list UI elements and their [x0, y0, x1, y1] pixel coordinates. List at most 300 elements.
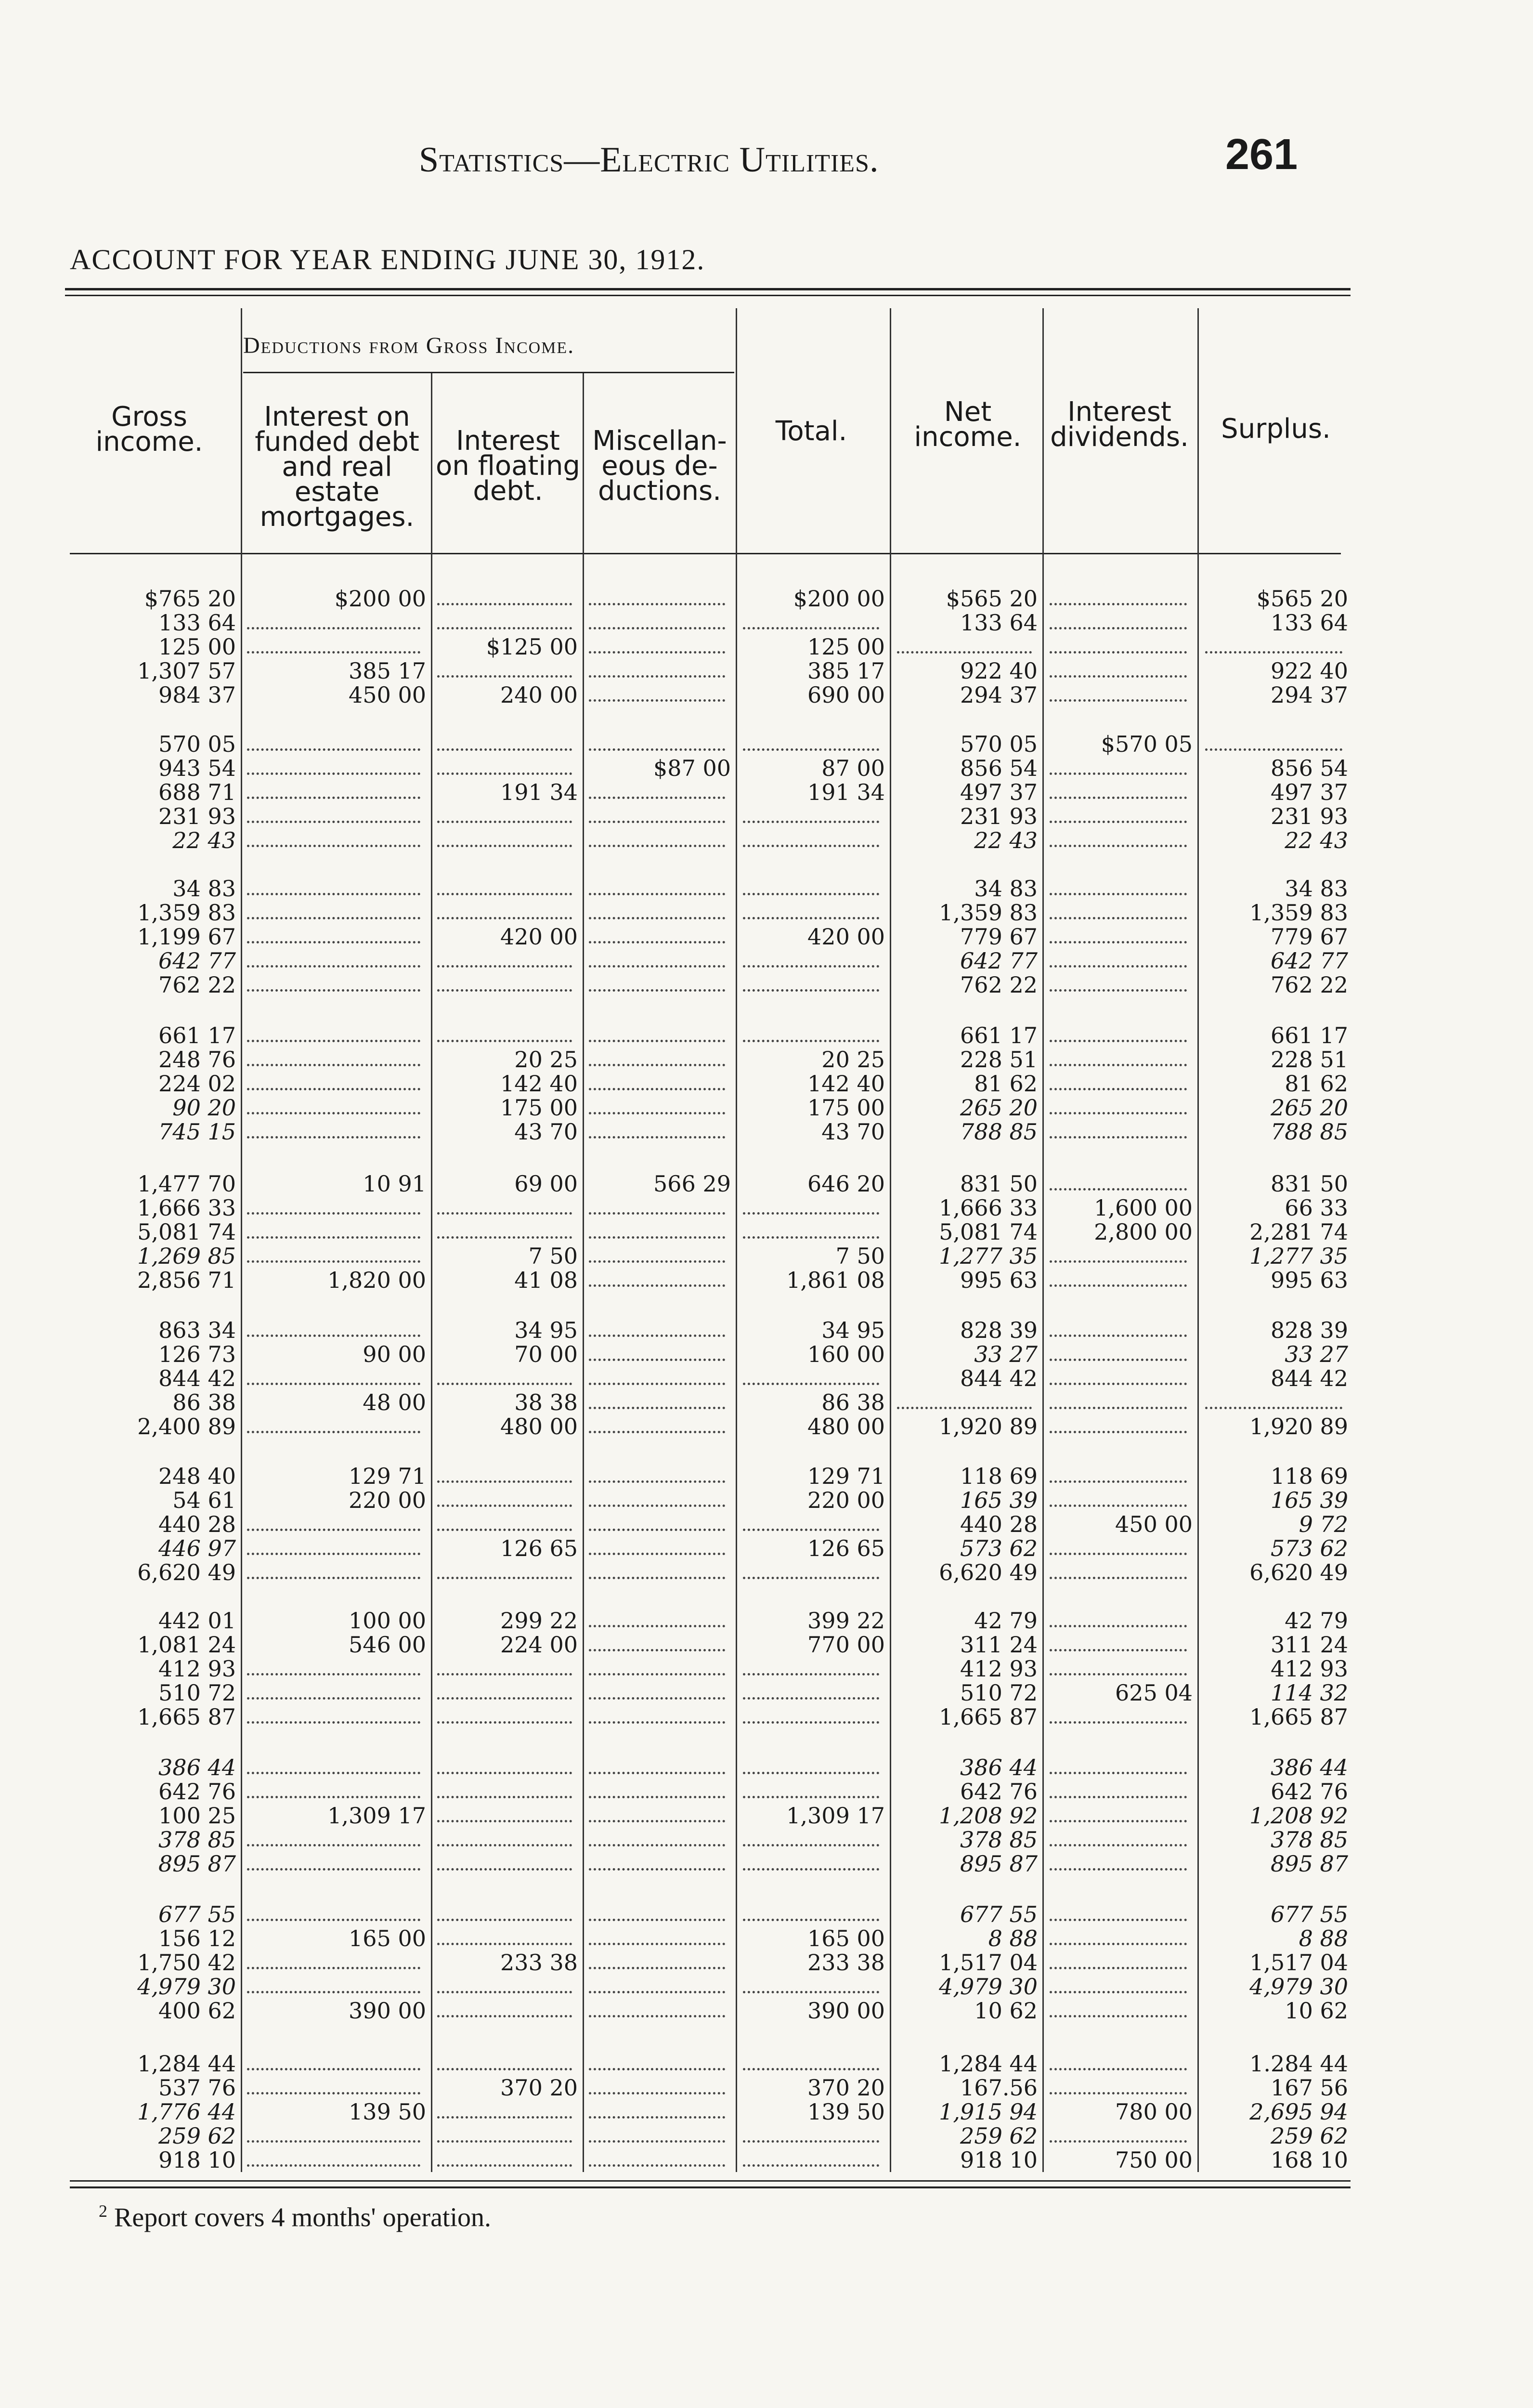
account-title: ACCOUNT FOR YEAR ENDING JUNE 30, 1912. [70, 244, 705, 275]
leader-dots [1050, 1919, 1187, 1921]
table-cell: 642 77 [158, 948, 236, 974]
leader-dots [247, 821, 420, 823]
header-interest-dividends: Interest dividends. [1050, 396, 1189, 453]
leader-dots [743, 989, 879, 992]
leader-dots [589, 1040, 725, 1042]
table-cell: 497 37 [960, 779, 1038, 805]
table-cell: 5,081 74 [137, 1219, 236, 1245]
table-cell: 133 64 [960, 610, 1038, 636]
table-cell: 7 50 [528, 1243, 578, 1269]
leader-dots [247, 989, 420, 992]
table-cell: 114 32 [1271, 1680, 1348, 1706]
table-cell: 918 10 [158, 2147, 236, 2173]
leader-dots [437, 2015, 572, 2017]
table-cell: 165 00 [807, 1925, 885, 1951]
table-cell: 22 43 [172, 827, 236, 853]
table-cell: 33 27 [974, 1341, 1038, 1367]
column-divider [1197, 308, 1199, 2172]
table-cell: 231 93 [158, 803, 236, 829]
leader-dots [589, 1088, 725, 1090]
table-cell: 90 00 [363, 1341, 426, 1367]
header-interest-funded-debt: Interest on funded debt and real estate mortgages. [255, 401, 419, 533]
table-cell: 385 17 [807, 658, 885, 684]
table-cell: 378 85 [960, 1827, 1038, 1853]
leader-dots [589, 1359, 725, 1361]
table-cell: 442 01 [158, 1608, 236, 1634]
table-cell: 7 50 [835, 1243, 885, 1269]
table-cell: 126 65 [807, 1535, 885, 1561]
table-cell: 34 83 [1285, 876, 1348, 902]
table-cell: 240 00 [500, 682, 578, 708]
table-cell: 779 67 [1271, 924, 1348, 950]
leader-dots [743, 748, 879, 751]
table-cell: 70 00 [514, 1341, 578, 1367]
leader-dots [1050, 1868, 1187, 1871]
leader-dots [1050, 1040, 1187, 1042]
table-cell: 220 00 [807, 1487, 885, 1513]
leader-dots [247, 1919, 420, 1921]
table-cell: 34 83 [172, 876, 236, 902]
table-cell: 497 37 [1271, 779, 1348, 805]
leader-dots [1050, 1967, 1187, 1969]
table-cell: 48 00 [363, 1389, 426, 1415]
table-cell: 995 63 [1271, 1267, 1348, 1293]
column-divider [736, 308, 737, 2172]
leader-dots [589, 893, 725, 895]
leader-dots [437, 1673, 572, 1675]
leader-dots [437, 2068, 572, 2070]
table-cell: 167.56 [960, 2075, 1038, 2101]
leader-dots [589, 1721, 725, 1724]
leader-dots [1050, 1991, 1187, 1993]
table-cell: 1,750 42 [137, 1950, 236, 1976]
leader-dots [743, 1697, 879, 1700]
page-number: 261 [1225, 131, 1298, 179]
leader-dots [1050, 651, 1187, 654]
leader-dots [743, 1772, 879, 1774]
leader-dots [589, 2140, 725, 2143]
table-cell: 831 50 [1271, 1171, 1348, 1197]
leader-dots [247, 1236, 420, 1239]
leader-dots [589, 1505, 725, 1507]
leader-dots [743, 1212, 879, 1215]
leader-dots [1050, 1260, 1187, 1263]
table-cell: 780 00 [1115, 2099, 1193, 2125]
table-cell: 510 72 [158, 1680, 236, 1706]
table-cell: 125 00 [158, 634, 236, 660]
table-cell: 228 51 [960, 1047, 1038, 1073]
table-cell: 895 87 [960, 1851, 1038, 1877]
leader-dots [743, 917, 879, 919]
table-cell: 1,208 92 [1249, 1803, 1348, 1829]
leader-dots [743, 1796, 879, 1798]
leader-dots [437, 1796, 572, 1798]
table-cell: 2,856 71 [137, 1267, 236, 1293]
table-cell: 1,284 44 [137, 2051, 236, 2077]
header-underlines [70, 553, 1341, 554]
table-cell: 100 00 [349, 1608, 426, 1634]
leader-dots [247, 2092, 420, 2094]
table-cell: 1,359 83 [1249, 900, 1348, 926]
leader-dots [589, 2092, 725, 2094]
leader-dots [1050, 917, 1187, 919]
leader-dots [437, 675, 572, 678]
table-cell: 299 22 [500, 1608, 578, 1634]
table-cell: 1,666 33 [137, 1195, 236, 1221]
table-cell: 2,400 89 [137, 1413, 236, 1440]
leader-dots [589, 1625, 725, 1627]
leader-dots [437, 1697, 572, 1700]
table-cell: 86 38 [172, 1389, 236, 1415]
table-cell: 231 93 [960, 803, 1038, 829]
bottom-rule-2 [70, 2186, 1351, 2188]
leader-dots [247, 1383, 420, 1385]
table-cell: 224 02 [158, 1071, 236, 1097]
table-cell: 399 22 [807, 1608, 885, 1634]
table-cell: 661 17 [158, 1022, 236, 1048]
leader-dots [589, 1868, 725, 1871]
table-cell: 2,800 00 [1094, 1219, 1193, 1245]
leader-dots [1050, 1673, 1187, 1675]
table-cell: 677 55 [1271, 1901, 1348, 1927]
column-divider [890, 308, 891, 2172]
table-cell: 54 61 [172, 1487, 236, 1513]
table-cell: 677 55 [158, 1901, 236, 1927]
leader-dots [1050, 2015, 1187, 2017]
leader-dots [743, 1868, 879, 1871]
leader-dots [1050, 675, 1187, 678]
table-cell: $765 20 [144, 586, 236, 612]
leader-dots [247, 1721, 420, 1724]
leader-dots [247, 2068, 420, 2070]
leader-dots [589, 699, 725, 702]
leader-dots [589, 989, 725, 992]
leader-dots [1050, 1431, 1187, 1433]
leader-dots [743, 1673, 879, 1675]
table-cell: 34 95 [821, 1317, 885, 1343]
leader-dots [589, 1649, 725, 1651]
running-head: Statistics—Electric Utilities. [419, 140, 879, 180]
leader-dots [247, 1529, 420, 1531]
table-cell: 20 25 [514, 1047, 578, 1073]
leader-dots [589, 748, 725, 751]
table-cell: 165 39 [1271, 1487, 1348, 1513]
table-cell: 412 93 [960, 1656, 1038, 1682]
leader-dots [437, 917, 572, 919]
leader-dots [437, 1991, 572, 1993]
table-cell: 642 77 [1271, 948, 1348, 974]
table-cell: 1,277 35 [1249, 1243, 1348, 1269]
table-cell: 788 85 [960, 1119, 1038, 1145]
table-cell: 1,284 44 [939, 2051, 1038, 2077]
leader-dots [1050, 1625, 1187, 1627]
table-cell: 1,820 00 [327, 1267, 426, 1293]
table-cell: 828 39 [960, 1317, 1038, 1343]
leader-dots [589, 651, 725, 654]
leader-dots [247, 1553, 420, 1555]
leader-dots [743, 845, 879, 847]
leader-dots [1050, 772, 1187, 775]
leader-dots [743, 2164, 879, 2167]
leader-dots [437, 1505, 572, 1507]
leader-dots [589, 1943, 725, 1945]
table-cell: 625 04 [1115, 1680, 1193, 1706]
leader-dots [247, 1991, 420, 1993]
table-cell: 788 85 [1271, 1119, 1348, 1145]
header-gross-income: Gross income. [95, 401, 203, 458]
table-cell: 139 50 [349, 2099, 426, 2125]
leader-dots [589, 1335, 725, 1337]
leader-dots [1050, 1407, 1187, 1409]
table-cell: 294 37 [960, 682, 1038, 708]
table-cell: 66 33 [1285, 1195, 1348, 1221]
table-cell: 81 62 [1285, 1071, 1348, 1097]
leader-dots [743, 1721, 879, 1724]
table-cell: 2,695 94 [1249, 2099, 1348, 2125]
table-cell: 118 69 [960, 1463, 1038, 1489]
table-cell: 265 20 [1271, 1095, 1348, 1121]
table-cell: 1,600 00 [1094, 1195, 1193, 1221]
leader-dots [437, 1236, 572, 1239]
leader-dots [1050, 1136, 1187, 1139]
leader-dots [589, 1284, 725, 1287]
table-cell: 922 40 [960, 658, 1038, 684]
table-cell: 220 00 [349, 1487, 426, 1513]
leader-dots [743, 2068, 879, 2070]
leader-dots [1050, 1943, 1187, 1945]
leader-dots [247, 1673, 420, 1675]
leader-dots [589, 2068, 725, 2070]
table-cell: 248 76 [158, 1047, 236, 1073]
leader-dots [589, 1991, 725, 1993]
table-cell: 42 79 [974, 1608, 1038, 1634]
bottom-rule-1 [70, 2180, 1351, 2182]
leader-dots [1050, 989, 1187, 992]
leader-dots [1050, 1796, 1187, 1798]
leader-dots [1050, 1649, 1187, 1651]
leader-dots [247, 1136, 420, 1139]
table-cell: 370 20 [807, 2075, 885, 2101]
leader-dots [247, 1577, 420, 1579]
table-cell: 1,665 87 [137, 1704, 236, 1730]
table-cell: 661 17 [1271, 1022, 1348, 1048]
table-cell: 133 64 [158, 610, 236, 636]
table-cell: 661 17 [960, 1022, 1038, 1048]
leader-dots [589, 1772, 725, 1774]
column-divider [1042, 308, 1044, 2172]
leader-dots [247, 1431, 420, 1433]
leader-dots [589, 1796, 725, 1798]
header-misc-deductions: Miscellan- eous de- ductions. [592, 425, 727, 507]
table-cell: 762 22 [960, 972, 1038, 998]
leader-dots [743, 1844, 879, 1846]
table-cell: 38 38 [514, 1389, 578, 1415]
table-cell: 642 76 [158, 1779, 236, 1805]
table-cell: 118 69 [1271, 1463, 1348, 1489]
leader-dots [437, 1040, 572, 1042]
table-cell: 90 20 [172, 1095, 236, 1121]
leader-dots [437, 1820, 572, 1822]
leader-dots [743, 1529, 879, 1531]
table-cell: 1,665 87 [939, 1704, 1038, 1730]
table-cell: 537 76 [158, 2075, 236, 2101]
table-cell: 1,199 67 [137, 924, 236, 950]
group-header-underline [243, 372, 734, 373]
leader-dots [589, 675, 725, 678]
leader-dots [589, 1064, 725, 1066]
table-cell: 100 25 [158, 1803, 236, 1829]
deductions-group-header: Deductions from Gross Income. [243, 333, 575, 358]
leader-dots [437, 989, 572, 992]
table-cell: 6,620 49 [1249, 1559, 1348, 1585]
table-cell: 43 70 [514, 1119, 578, 1145]
table-cell: 10 62 [974, 1998, 1038, 2024]
table-cell: 750 00 [1115, 2147, 1193, 2173]
table-cell: 386 44 [960, 1754, 1038, 1780]
table-cell: 480 00 [500, 1413, 578, 1440]
leader-dots [589, 1919, 725, 1921]
table-cell: 573 62 [1271, 1535, 1348, 1561]
leader-dots [589, 797, 725, 799]
leader-dots [437, 1868, 572, 1871]
table-cell: 6,620 49 [137, 1559, 236, 1585]
table-cell: 412 93 [1271, 1656, 1348, 1682]
table-cell: 311 24 [1271, 1632, 1348, 1658]
table-cell: $200 00 [793, 586, 885, 612]
leader-dots [247, 2140, 420, 2143]
table-cell: 248 40 [158, 1463, 236, 1489]
table-cell: 129 71 [349, 1463, 426, 1489]
table-cell: 5,081 74 [939, 1219, 1038, 1245]
leader-dots [1050, 1335, 1187, 1337]
leader-dots [1050, 627, 1187, 629]
table-cell: 770 00 [807, 1632, 885, 1658]
leader-dots [1050, 1088, 1187, 1090]
leader-dots [437, 2116, 572, 2119]
table-cell: 265 20 [960, 1095, 1038, 1121]
table-cell: 1,477 70 [137, 1171, 236, 1197]
leader-dots [743, 1040, 879, 1042]
leader-dots [247, 772, 420, 775]
table-cell: 20 25 [821, 1047, 885, 1073]
leader-dots [1050, 1064, 1187, 1066]
table-cell: 922 40 [1271, 658, 1348, 684]
leader-dots [589, 845, 725, 847]
leader-dots [743, 1577, 879, 1579]
table-cell: 1,208 92 [939, 1803, 1038, 1829]
leader-dots [247, 797, 420, 799]
table-cell: 688 71 [158, 779, 236, 805]
leader-dots [1050, 821, 1187, 823]
table-cell: 4,979 30 [137, 1974, 236, 2000]
table-cell: 642 76 [960, 1779, 1038, 1805]
footnote: $^2$ Report covers 4 months' operation. [99, 2201, 492, 2233]
table-cell: 510 72 [960, 1680, 1038, 1706]
table-cell: 311 24 [960, 1632, 1038, 1658]
leader-dots [589, 1480, 725, 1483]
table-cell: 1,309 17 [786, 1803, 885, 1829]
table-cell: 440 28 [960, 1511, 1038, 1537]
leader-dots [247, 917, 420, 919]
table-cell: 690 00 [807, 682, 885, 708]
table-cell: 570 05 [158, 731, 236, 757]
table-cell: 895 87 [158, 1851, 236, 1877]
leader-dots [437, 1529, 572, 1531]
table-cell: $87 00 [653, 755, 731, 781]
leader-dots [1050, 893, 1187, 895]
table-cell: 370 20 [500, 2075, 578, 2101]
table-cell: 156 12 [158, 1925, 236, 1951]
table-cell: 895 87 [1271, 1851, 1348, 1877]
leader-dots [1050, 1721, 1187, 1724]
table-cell: 856 54 [960, 755, 1038, 781]
leader-dots [247, 1844, 420, 1846]
table-cell: 231 93 [1271, 803, 1348, 829]
leader-dots [437, 1943, 572, 1945]
table-cell: 1,307 57 [137, 658, 236, 684]
table-cell: 2,281 74 [1249, 1219, 1348, 1245]
table-cell: 165 00 [349, 1925, 426, 1951]
leader-dots [589, 627, 725, 629]
leader-dots [589, 1136, 725, 1139]
leader-dots [1050, 941, 1187, 943]
leader-dots [589, 1112, 725, 1114]
table-cell: 762 22 [158, 972, 236, 998]
leader-dots [437, 893, 572, 895]
leader-dots [1050, 1577, 1187, 1579]
leader-dots [247, 1796, 420, 1798]
table-cell: 1,776 44 [137, 2099, 236, 2125]
table-cell: 570 05 [960, 731, 1038, 757]
table-cell: 233 38 [807, 1950, 885, 1976]
leader-dots [437, 1212, 572, 1215]
table-cell: $200 00 [334, 586, 426, 612]
leader-dots [437, 772, 572, 775]
table-cell: 259 62 [158, 2123, 236, 2149]
leader-dots [247, 1335, 420, 1337]
table-cell: 34 95 [514, 1317, 578, 1343]
table-cell: 228 51 [1271, 1047, 1348, 1073]
table-cell: 420 00 [807, 924, 885, 950]
leader-dots [589, 1697, 725, 1700]
table-cell: 4,979 30 [1249, 1974, 1348, 2000]
table-cell: $570 05 [1101, 731, 1193, 757]
table-cell: 175 00 [500, 1095, 578, 1121]
leader-dots [1050, 1480, 1187, 1483]
leader-dots [1050, 1112, 1187, 1114]
leader-dots [589, 1236, 725, 1239]
table-cell: 8 88 [1299, 1925, 1348, 1951]
leader-dots [743, 965, 879, 968]
leader-dots [247, 1967, 420, 1969]
leader-dots [1050, 1553, 1187, 1555]
table-cell: 762 22 [1271, 972, 1348, 998]
table-cell: 646 20 [807, 1171, 885, 1197]
table-cell: 642 77 [960, 948, 1038, 974]
table-cell: 191 34 [500, 779, 578, 805]
table-cell: $565 20 [1256, 586, 1348, 612]
leader-dots [589, 2164, 725, 2167]
leader-dots [589, 941, 725, 943]
column-divider [583, 373, 584, 2172]
leader-dots [437, 1383, 572, 1385]
leader-dots [247, 2164, 420, 2167]
leader-dots [437, 2164, 572, 2167]
leader-dots [247, 893, 420, 895]
leader-dots [743, 1383, 879, 1385]
table-cell: 1,081 24 [137, 1632, 236, 1658]
table-cell: 165 39 [960, 1487, 1038, 1513]
